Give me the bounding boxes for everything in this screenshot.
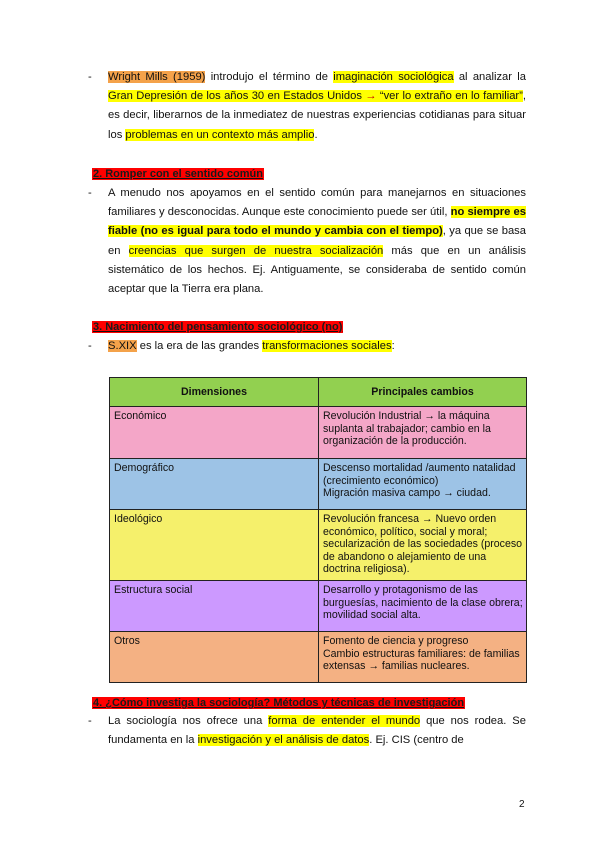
highlight-gran-depresion: Gran Depresión de los años 30 en Estados Unidos xyxy=(108,90,362,103)
cell-cambios: Revolución francesa → Nuevo orden económico, político, social y moral; secularización de las sociedades (proceso de abandono o alejamiento de una doctrina religiosa). xyxy=(319,510,527,581)
cell-cambios: Revolución Industrial → la máquina suplanta al trabajador; cambio en la organización de la producción. xyxy=(319,407,527,459)
paragraph-sxix: - S.XIX es la era de las grandes transformaciones sociales: xyxy=(92,337,526,356)
paragraph-como-investiga: - La sociología nos ofrece una forma de entender el mundo que nos rodea. Se fundamenta en la investigación y el análisis de datos. Ej. CIS (centro de xyxy=(92,712,526,750)
cell-dimension: Ideológico xyxy=(110,510,319,581)
highlight-investigacion: investigación y el análisis de datos xyxy=(197,734,370,747)
paragraph-wright-mills: - Wright Mills (1959) introdujo el término de imaginación sociológica al analizar la Gran Depresión de los años 30 en Estados Unidos → “ver lo extraño en lo familiar”, es decir, liberarnos de la inmediatez de nuestras experiencias cotidianas para situar los problemas en un contexto más amplio. xyxy=(92,68,526,145)
highlight-creencias: creencias que surgen de nuestra socialización xyxy=(128,244,384,257)
bullet-dash: - xyxy=(88,187,92,199)
table-header-row xyxy=(110,378,527,407)
table-row xyxy=(110,581,527,632)
cell-dimension: Estructura social xyxy=(110,581,319,632)
cell-cambios: Desarrollo y protagonismo de las burguesías, nacimiento de la clase obrera; movilidad social alta. xyxy=(319,581,527,632)
cell-cambios: Fomento de ciencia y progreso Cambio estructuras familiares: de familias extensas → familias nucleares. xyxy=(319,632,527,683)
page-number: 2 xyxy=(519,799,525,810)
bullet-dash: - xyxy=(88,340,92,352)
highlight-imaginacion: imaginación sociológica xyxy=(333,71,454,83)
highlight-forma-entender: forma de entender el mundo xyxy=(268,715,421,727)
bullet-dash: - xyxy=(88,715,92,727)
cell-dimension: Demográfico xyxy=(110,459,319,510)
cell-dimension: Económico xyxy=(110,407,319,459)
table-row xyxy=(110,632,527,683)
bullet-dash: - xyxy=(88,71,92,83)
paragraph-sentido-comun: - A menudo nos apoyamos en el sentido común para manejarnos en situaciones familiares y desconocidas. Aunque este conocimiento puede ser útil, no siempre es fiable (no es igual para todo el mundo y cambia con el tiempo), ya que se basa en creencias que surgen de nuestra socialización más que en un análisis sistemático de los hechos. Ej. Antiguamente, se consideraba de sentido común aceptar que la Tierra era plana. xyxy=(92,184,526,299)
table-row xyxy=(110,459,527,510)
highlight-problemas: problemas en un contexto más amplio xyxy=(125,128,315,141)
section-heading-3: 3. Nacimiento del pensamiento sociológico (no) xyxy=(93,321,343,333)
section-heading-4: 4. ¿Cómo investiga la sociología? Métodos y técnicas de investigación xyxy=(93,697,465,709)
section-heading-2: 2. Romper con el sentido común xyxy=(93,168,263,180)
column-header-dimensiones: Dimensiones xyxy=(110,378,319,407)
arrow-symbol: → xyxy=(361,90,380,103)
table-row xyxy=(110,510,527,581)
highlight-no-siempre-fiable: no siempre es fiable (no es igual para todo el mundo y cambia con el tiempo) xyxy=(108,206,526,238)
cell-cambios: Descenso mortalidad /aumento natalidad (crecimiento económico) Migración masiva campo → ciudad. xyxy=(319,459,527,510)
cell-dimension: Otros xyxy=(110,632,319,683)
table-row xyxy=(110,407,527,459)
highlight-sxix: S.XIX xyxy=(108,340,137,352)
highlight-ver-lo-extrano: “ver lo extraño en lo familiar” xyxy=(379,90,523,103)
column-header-cambios: Principales cambios xyxy=(319,378,527,407)
highlight-transformaciones: transformaciones sociales xyxy=(262,340,392,352)
highlight-wright-mills: Wright Mills (1959) xyxy=(108,71,206,83)
dimensions-table xyxy=(109,377,527,683)
